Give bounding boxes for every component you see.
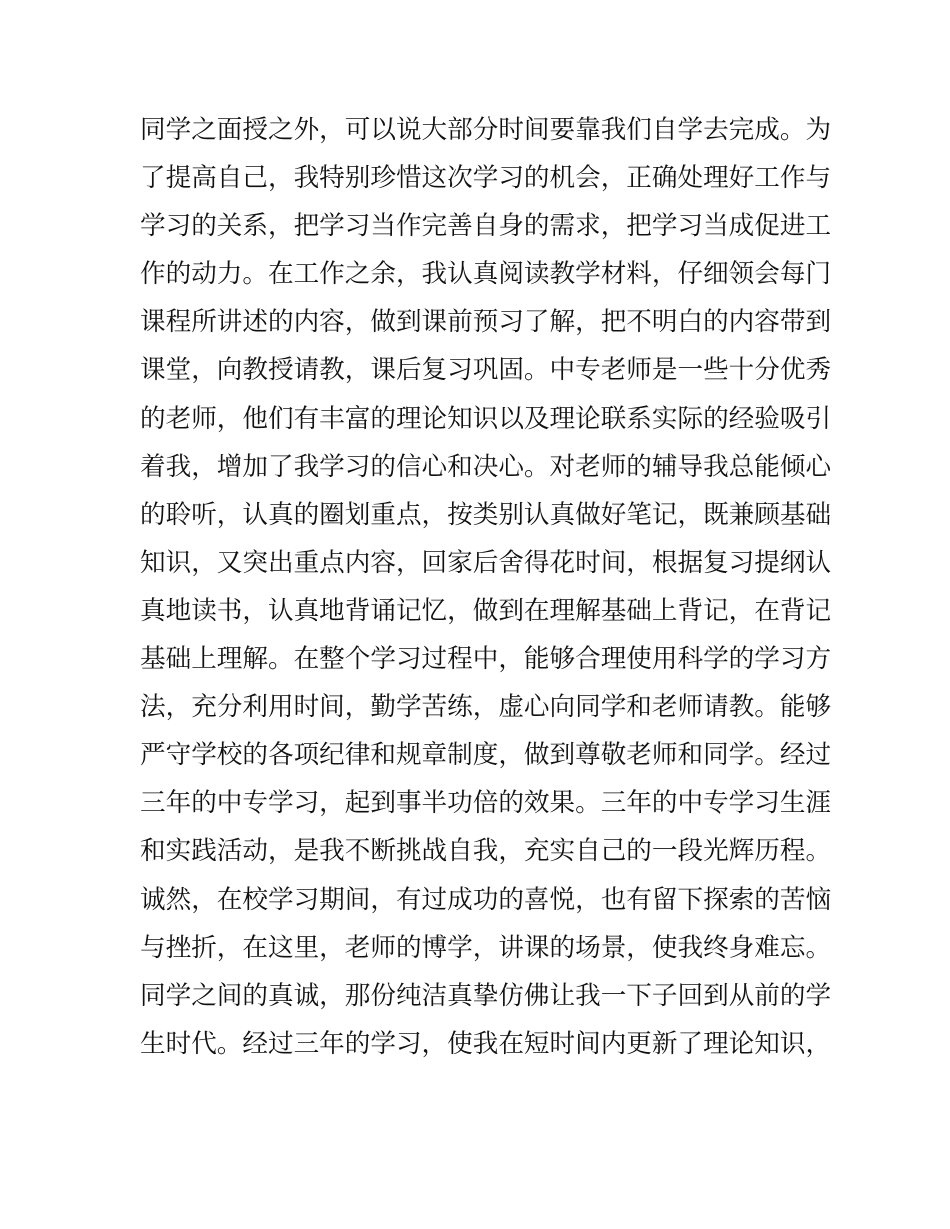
text-line: 与挫折，在这里，老师的博学，讲课的场景，使我终身难忘。 bbox=[140, 932, 832, 963]
text-line: 学习的关系，把学习当作完善自身的需求，把学习当成促进工 bbox=[140, 211, 832, 242]
text-line: 三年的中专学习，起到事半功倍的效果。三年的中专学习生涯 bbox=[140, 788, 832, 819]
text-line: 的老师，他们有丰富的理论知识以及理论联系实际的经验吸引 bbox=[140, 403, 832, 434]
text-line: 诚然，在校学习期间，有过成功的喜悦，也有留下探索的苦恼 bbox=[140, 884, 832, 915]
text-line: 作的动力。在工作之余，我认真阅读教学材料，仔细领会每门 bbox=[140, 259, 832, 290]
text-line: 课程所讲述的内容，做到课前预习了解，把不明白的内容带到 bbox=[140, 307, 832, 338]
body-text bbox=[140, 106, 832, 1068]
text-line: 法，充分利用时间，勤学苦练，虚心向同学和老师请教。能够 bbox=[140, 692, 832, 723]
text-line: 严守学校的各项纪律和规章制度，做到尊敬老师和同学。经过 bbox=[140, 740, 832, 771]
text-line: 同学之间的真诚，那份纯洁真挚仿佛让我一下子回到从前的学 bbox=[140, 980, 832, 1011]
text-line: 真地读书，认真地背诵记忆，做到在理解基础上背记，在背记 bbox=[140, 595, 832, 626]
text-line: 了提高自己，我特别珍惜这次学习的机会，正确处理好工作与 bbox=[140, 163, 832, 194]
text-line: 课堂，向教授请教，课后复习巩固。中专老师是一些十分优秀 bbox=[140, 355, 832, 386]
text-line: 和实践活动，是我不断挑战自我，充实自己的一段光辉历程。 bbox=[140, 836, 832, 867]
text-line: 的聆听，认真的圈划重点，按类别认真做好笔记，既兼顾基础 bbox=[140, 499, 832, 530]
text-line: 基础上理解。在整个学习过程中，能够合理使用科学的学习方 bbox=[140, 644, 832, 675]
text-line: 生时代。经过三年的学习，使我在短时间内更新了理论知识， bbox=[140, 1028, 832, 1059]
text-line: 着我，增加了我学习的信心和决心。对老师的辅导我总能倾心 bbox=[140, 451, 832, 482]
text-line: 同学之面授之外，可以说大部分时间要靠我们自学去完成。为 bbox=[140, 115, 832, 145]
text-line: 知识，又突出重点内容，回家后舍得花时间，根据复习提纲认 bbox=[140, 547, 832, 578]
